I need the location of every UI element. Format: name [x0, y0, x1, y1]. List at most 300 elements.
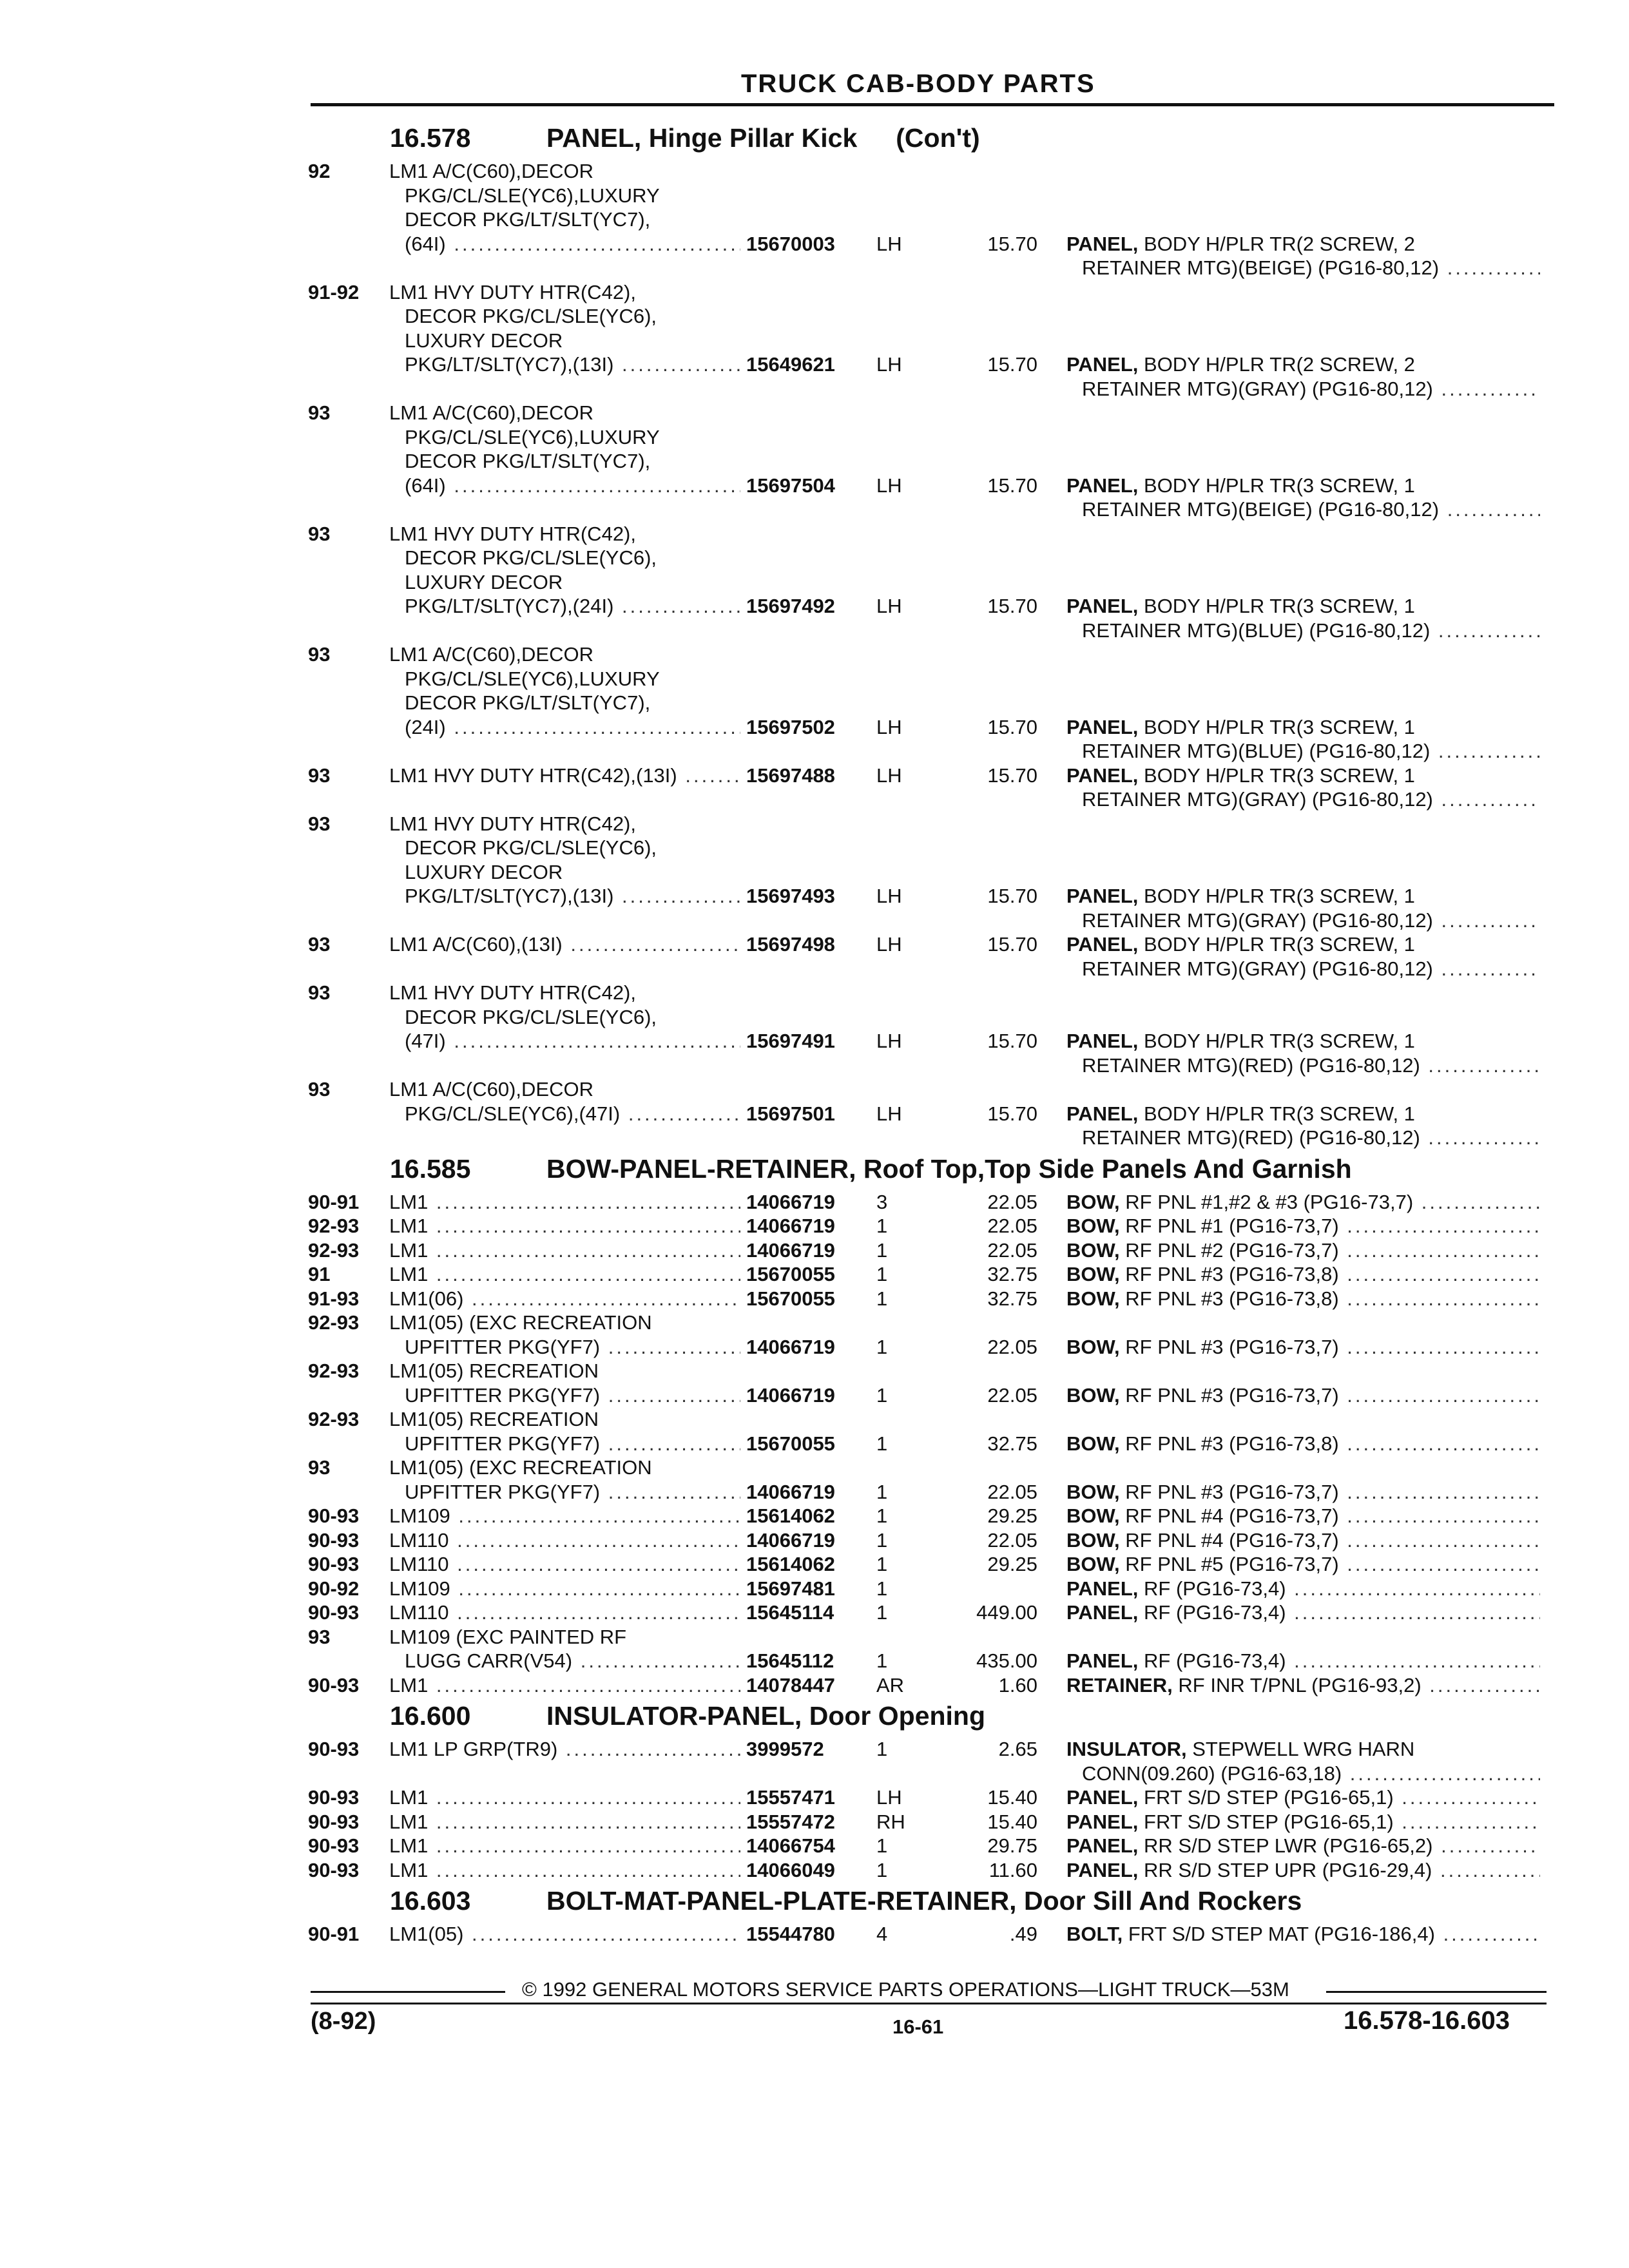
- quantity: 1: [876, 1432, 888, 1455]
- usage-line: LM110 .....: [389, 1528, 740, 1553]
- usage-line: LM1 HVY DUTY HTR(C42),: [389, 280, 636, 303]
- part-modifier: RR S/D STEP UPR (PG16-29,4): [1144, 1858, 1432, 1881]
- usage-description: [389, 1625, 740, 1673]
- usage-line: LM1 A/C(C60),DECOR: [389, 401, 593, 424]
- part-row: [0, 812, 1629, 933]
- part-noun: BOW,: [1066, 1383, 1120, 1407]
- usage-line: (64I) .....: [389, 474, 740, 498]
- part-description: [1066, 1383, 1540, 1408]
- price: 435.00: [976, 1649, 1037, 1672]
- part-description: [1066, 1262, 1540, 1287]
- part-description: [1066, 764, 1540, 812]
- part-description: [1066, 932, 1540, 981]
- usage-description: [389, 1238, 740, 1263]
- footer-rule-left: [311, 1991, 505, 1993]
- price: 22.05: [987, 1528, 1037, 1552]
- usage-line: LM110 .....: [389, 1600, 740, 1625]
- part-row: [0, 1407, 1629, 1456]
- part-description: [1066, 1528, 1540, 1553]
- part-description-line: [1066, 1737, 1540, 1762]
- part-modifier: RF PNL #1,#2 & #3 (PG16-73,7): [1125, 1190, 1414, 1213]
- price: 15.70: [987, 715, 1037, 738]
- part-row: [0, 1311, 1629, 1359]
- part-description-line: RETAINER MTG)(GRAY) (PG16-80,12) .....: [1066, 377, 1540, 401]
- model-year: 90-91: [308, 1923, 360, 1945]
- part-number: 14066719: [746, 1238, 835, 1262]
- quantity: 1: [876, 1383, 888, 1407]
- model-year: 90-93: [308, 1738, 360, 1760]
- part-number: 15670055: [746, 1432, 835, 1455]
- quantity: 1: [876, 1577, 888, 1600]
- model-year: 93: [308, 643, 331, 666]
- part-number: 14078447: [746, 1673, 835, 1696]
- part-description: [1066, 232, 1540, 280]
- part-description-line: [1066, 1810, 1540, 1834]
- part-modifier: RF (PG16-73,4): [1144, 1649, 1286, 1672]
- part-description: [1066, 1287, 1540, 1311]
- part-description-line: CONN(09.260) (PG16-63,18) .....: [1066, 1762, 1540, 1786]
- part-row: [0, 932, 1629, 981]
- usage-description: [389, 1673, 740, 1698]
- part-modifier: RR S/D STEP LWR (PG16-65,2): [1144, 1834, 1433, 1857]
- usage-description: [389, 642, 740, 739]
- part-description-line: RETAINER MTG)(GRAY) (PG16-80,12) .....: [1066, 908, 1540, 933]
- price: 32.75: [987, 1287, 1037, 1310]
- part-description: [1066, 1102, 1540, 1150]
- usage-description: [389, 1311, 740, 1359]
- usage-line: PKG/CL/SLE(YC6),LUXURY: [405, 425, 660, 448]
- part-description-line: [1066, 1577, 1540, 1601]
- quantity: 1: [876, 1480, 888, 1503]
- part-modifier: BODY H/PLR TR(3 SCREW, 1: [1144, 885, 1415, 907]
- part-modifier: BODY H/PLR TR(3 SCREW, 1: [1144, 764, 1415, 787]
- part-description-line: [1066, 1552, 1540, 1577]
- quantity: LH: [876, 715, 902, 738]
- part-description-line: [1066, 932, 1540, 957]
- usage-description: [389, 812, 740, 908]
- part-description: [1066, 1029, 1540, 1077]
- part-description: [1066, 1858, 1540, 1883]
- usage-line: LM1 HVY DUTY HTR(C42),: [389, 812, 636, 835]
- usage-description: [389, 1922, 740, 1946]
- price: 1.60: [998, 1673, 1037, 1696]
- quantity: RH: [876, 1810, 905, 1833]
- part-noun: BOW,: [1066, 1335, 1120, 1358]
- part-noun: BOW,: [1066, 1238, 1120, 1262]
- usage-line: (24I) .....: [389, 715, 740, 740]
- part-number: 15670003: [746, 232, 835, 255]
- part-modifier: BODY H/PLR TR(2 SCREW, 2: [1144, 353, 1415, 376]
- section-heading: [0, 1882, 1629, 1922]
- part-noun: BOW,: [1066, 1287, 1120, 1310]
- usage-line: LM1 HVY DUTY HTR(C42),: [389, 522, 636, 545]
- part-number: 15697481: [746, 1577, 835, 1600]
- quantity: 1: [876, 1553, 888, 1575]
- quantity: 1: [876, 1263, 888, 1285]
- quantity: 1: [876, 1287, 888, 1310]
- usage-line: LM1 A/C(C60),DECOR: [389, 643, 593, 666]
- usage-line: LM1(05) RECREATION: [389, 1408, 599, 1430]
- quantity: LH: [876, 1786, 902, 1809]
- part-description-line: [1066, 1600, 1540, 1625]
- part-description-line: RETAINER MTG)(RED) (PG16-80,12) .....: [1066, 1053, 1540, 1078]
- section-title: [546, 1886, 1302, 1916]
- part-number: 14066719: [746, 1215, 835, 1237]
- part-modifier: RF PNL #3 (PG16-73,8): [1125, 1287, 1339, 1310]
- part-description-line: [1066, 1858, 1540, 1883]
- part-description-line: RETAINER MTG)(RED) (PG16-80,12) .....: [1066, 1126, 1540, 1150]
- part-description: [1066, 474, 1540, 522]
- part-row: [0, 1858, 1629, 1883]
- usage-description: [389, 1214, 740, 1238]
- part-description-line: RETAINER MTG)(BLUE) (PG16-80,12) .....: [1066, 619, 1540, 643]
- usage-description: [389, 1407, 740, 1456]
- usage-line: LM1 A/C(C60),DECOR: [389, 1078, 593, 1100]
- part-row: [0, 1552, 1629, 1577]
- part-noun: PANEL,: [1066, 1030, 1139, 1052]
- part-modifier: BODY H/PLR TR(3 SCREW, 1: [1144, 474, 1415, 497]
- usage-line: LM1 .....: [389, 1858, 740, 1883]
- quantity: LH: [876, 474, 902, 497]
- footer-rule-right: [1326, 1991, 1547, 1993]
- usage-line: LM1(06) .....: [389, 1287, 740, 1311]
- price: 22.05: [987, 1215, 1037, 1237]
- part-description: [1066, 1649, 1540, 1673]
- part-description-line: [1066, 594, 1540, 619]
- part-row: [0, 1262, 1629, 1287]
- section-number: 16.603: [390, 1886, 471, 1916]
- section-heading: [0, 1697, 1629, 1737]
- usage-description: [389, 1785, 740, 1810]
- usage-line: LUXURY DECOR: [405, 329, 563, 352]
- usage-line: DECOR PKG/LT/SLT(YC7),: [405, 450, 651, 472]
- part-noun: BOW,: [1066, 1553, 1120, 1575]
- model-year: 92-93: [308, 1408, 360, 1430]
- model-year: 90-93: [308, 1504, 360, 1527]
- part-row: [0, 1577, 1629, 1601]
- part-row: [0, 1359, 1629, 1407]
- footer-copyright: © 1992 GENERAL MOTORS SERVICE PARTS OPERATIONS—LIGHT TRUCK—53M: [522, 1978, 1289, 2001]
- price: 29.75: [987, 1834, 1037, 1857]
- usage-line: (47I) .....: [389, 1029, 740, 1053]
- part-row: [0, 1238, 1629, 1263]
- part-number: 14066049: [746, 1858, 835, 1881]
- usage-line: LUXURY DECOR: [405, 570, 563, 593]
- part-modifier: RF PNL #2 (PG16-73,7): [1125, 1238, 1339, 1262]
- usage-line: DECOR PKG/CL/SLE(YC6),: [405, 305, 657, 327]
- model-year: 92-93: [308, 1215, 360, 1237]
- part-noun: PANEL,: [1066, 1577, 1139, 1600]
- part-modifier: RF PNL #4 (PG16-73,7): [1125, 1504, 1339, 1527]
- usage-description: [389, 1456, 740, 1504]
- section-title: [546, 1701, 985, 1731]
- model-year: 93: [308, 1456, 331, 1479]
- part-row: [0, 159, 1629, 280]
- price: 15.70: [987, 933, 1037, 956]
- part-description: [1066, 1552, 1540, 1577]
- section-title-text: BOLT-MAT-PANEL-PLATE-RETAINER, Door Sill And Rockers: [546, 1886, 1302, 1916]
- section-number: 16.600: [390, 1701, 471, 1731]
- price: 22.05: [987, 1480, 1037, 1503]
- part-modifier: BODY H/PLR TR(3 SCREW, 1: [1144, 715, 1415, 738]
- part-row: [0, 1077, 1629, 1150]
- usage-description: [389, 1810, 740, 1834]
- usage-description: [389, 522, 740, 619]
- part-description-line: [1066, 1504, 1540, 1528]
- model-year: 90-91: [308, 1190, 360, 1213]
- model-year: 93: [308, 522, 331, 545]
- part-description-line: [1066, 1673, 1540, 1698]
- price: 15.70: [987, 1102, 1037, 1125]
- usage-line: LM109 (EXC PAINTED RF: [389, 1625, 627, 1648]
- part-number: 15697488: [746, 764, 835, 787]
- part-description: [1066, 1238, 1540, 1263]
- price: 15.70: [987, 232, 1037, 255]
- part-description-line: [1066, 1834, 1540, 1858]
- model-year: 92-93: [308, 1360, 360, 1382]
- part-number: 14066719: [746, 1383, 835, 1407]
- part-number: 15697502: [746, 715, 835, 738]
- quantity: 1: [876, 1335, 888, 1358]
- section-title: [546, 1154, 1352, 1184]
- part-row: [0, 1456, 1629, 1504]
- part-description: [1066, 1810, 1540, 1834]
- price: 32.75: [987, 1263, 1037, 1285]
- quantity: AR: [876, 1673, 905, 1696]
- usage-line: LM1 HVY DUTY HTR(C42),: [389, 981, 636, 1004]
- price: 15.70: [987, 764, 1037, 787]
- section-title-text: INSULATOR-PANEL, Door Opening: [546, 1701, 986, 1731]
- quantity: LH: [876, 1102, 902, 1125]
- model-year: 93: [308, 764, 331, 787]
- price: 29.25: [987, 1553, 1037, 1575]
- part-number: 15697491: [746, 1030, 835, 1052]
- quantity: 1: [876, 1504, 888, 1527]
- part-modifier: RF PNL #1 (PG16-73,7): [1125, 1215, 1339, 1237]
- model-year: 93: [308, 812, 331, 835]
- part-description: [1066, 1922, 1540, 1946]
- usage-description: [389, 1600, 740, 1625]
- part-description-line: RETAINER MTG)(GRAY) (PG16-80,12) .....: [1066, 957, 1540, 981]
- part-noun: BOW,: [1066, 1190, 1120, 1213]
- usage-line: LUGG CARR(V54) .....: [389, 1649, 740, 1673]
- part-row: [0, 1190, 1629, 1215]
- model-year: 90-92: [308, 1577, 360, 1600]
- usage-line: (64I) .....: [389, 232, 740, 256]
- part-modifier: RF PNL #3 (PG16-73,8): [1125, 1263, 1339, 1285]
- part-noun: PANEL,: [1066, 1834, 1139, 1857]
- part-description: [1066, 1432, 1540, 1456]
- usage-description: [389, 981, 740, 1053]
- part-noun: PANEL,: [1066, 232, 1139, 255]
- part-noun: BOW,: [1066, 1263, 1120, 1285]
- model-year: 93: [308, 933, 331, 956]
- part-description: [1066, 1577, 1540, 1601]
- part-row: [0, 1834, 1629, 1858]
- usage-line: LM1 .....: [389, 1214, 740, 1238]
- price: 22.05: [987, 1383, 1037, 1407]
- quantity: LH: [876, 232, 902, 255]
- section-number: 16.578: [390, 123, 471, 153]
- part-description: [1066, 1504, 1540, 1528]
- model-year: 90-93: [308, 1810, 360, 1833]
- price: 29.25: [987, 1504, 1037, 1527]
- usage-description: [389, 1287, 740, 1311]
- part-description: [1066, 1834, 1540, 1858]
- part-noun: RETAINER,: [1066, 1673, 1173, 1696]
- price: 15.70: [987, 1030, 1037, 1052]
- part-number: 14066719: [746, 1335, 835, 1358]
- part-noun: PANEL,: [1066, 1858, 1139, 1881]
- model-year: 92-93: [308, 1238, 360, 1262]
- part-description-line: [1066, 764, 1540, 788]
- footer-page-number: 16-61: [892, 2015, 944, 2038]
- quantity: LH: [876, 1030, 902, 1052]
- usage-description: [389, 1262, 740, 1287]
- usage-description: [389, 1077, 740, 1126]
- usage-line: PKG/CL/SLE(YC6),LUXURY: [405, 667, 660, 690]
- part-modifier: RF PNL #3 (PG16-73,7): [1125, 1480, 1339, 1503]
- part-noun: PANEL,: [1066, 1649, 1139, 1672]
- part-description-line: [1066, 1480, 1540, 1504]
- part-row: [0, 522, 1629, 643]
- quantity: 4: [876, 1923, 888, 1945]
- header-rule: [311, 103, 1554, 106]
- part-modifier: BODY H/PLR TR(3 SCREW, 1: [1144, 595, 1415, 617]
- model-year: 90-93: [308, 1673, 360, 1696]
- part-noun: PANEL,: [1066, 933, 1139, 956]
- usage-line: PKG/LT/SLT(YC7),(13I) .....: [389, 352, 740, 377]
- part-description-line: [1066, 1922, 1540, 1946]
- part-modifier: BODY H/PLR TR(3 SCREW, 1: [1144, 1102, 1415, 1125]
- parts-listing: [0, 119, 1629, 1946]
- quantity: 1: [876, 1834, 888, 1857]
- usage-line: LM1 .....: [389, 1785, 740, 1810]
- section-title: [546, 123, 980, 153]
- part-description: [1066, 1480, 1540, 1504]
- part-modifier: BODY H/PLR TR(3 SCREW, 1: [1144, 933, 1415, 956]
- part-description-line: [1066, 1190, 1540, 1215]
- footer-section-range: 16.578-16.603: [1344, 2006, 1510, 2035]
- part-modifier: RF PNL #3 (PG16-73,8): [1125, 1432, 1339, 1455]
- part-noun: PANEL,: [1066, 1786, 1139, 1809]
- part-number: 15697493: [746, 885, 835, 907]
- usage-line: LM109 .....: [389, 1504, 740, 1528]
- part-description-line: RETAINER MTG)(BEIGE) (PG16-80,12) .....: [1066, 497, 1540, 522]
- model-year: 90-93: [308, 1528, 360, 1552]
- usage-line: UPFITTER PKG(YF7) .....: [389, 1383, 740, 1408]
- part-number: 15645114: [746, 1601, 834, 1624]
- part-description-line: [1066, 474, 1540, 498]
- usage-line: UPFITTER PKG(YF7) .....: [389, 1432, 740, 1456]
- quantity: 1: [876, 1238, 888, 1262]
- part-modifier: RF PNL #5 (PG16-73,7): [1125, 1553, 1339, 1575]
- usage-line: UPFITTER PKG(YF7) .....: [389, 1335, 740, 1360]
- part-modifier: RF (PG16-73,4): [1144, 1577, 1286, 1600]
- part-description-line: [1066, 1432, 1540, 1456]
- part-number: 15557472: [746, 1810, 835, 1833]
- usage-line: PKG/CL/SLE(YC6),LUXURY: [405, 184, 660, 207]
- part-description-line: [1066, 1649, 1540, 1673]
- usage-description: [389, 159, 740, 256]
- model-year: 91-92: [308, 280, 360, 303]
- part-number: 14066719: [746, 1190, 835, 1213]
- part-row: [0, 1785, 1629, 1810]
- price: 22.05: [987, 1190, 1037, 1213]
- usage-line: LM1 .....: [389, 1834, 740, 1858]
- part-noun: PANEL,: [1066, 353, 1139, 376]
- usage-line: LM1 .....: [389, 1238, 740, 1263]
- usage-line: PKG/LT/SLT(YC7),(13I) .....: [389, 884, 740, 908]
- quantity: LH: [876, 764, 902, 787]
- usage-description: [389, 1577, 740, 1601]
- usage-line: LM1 A/C(C60),(13I) .....: [389, 932, 740, 957]
- section-title-text: PANEL, Hinge Pillar Kick: [546, 123, 858, 153]
- part-description-line: [1066, 1287, 1540, 1311]
- part-description: [1066, 594, 1540, 642]
- part-description-line: [1066, 1238, 1540, 1263]
- part-modifier: RF PNL #4 (PG16-73,7): [1125, 1528, 1339, 1552]
- part-number: 15697504: [746, 474, 835, 497]
- part-row: [0, 981, 1629, 1077]
- part-number: 14066754: [746, 1834, 835, 1857]
- part-description-line: [1066, 1383, 1540, 1408]
- part-description-line: [1066, 1528, 1540, 1553]
- part-noun: BOW,: [1066, 1480, 1120, 1503]
- part-modifier: RF INR T/PNL (PG16-93,2): [1178, 1673, 1422, 1696]
- usage-line: DECOR PKG/LT/SLT(YC7),: [405, 208, 651, 231]
- part-noun: PANEL,: [1066, 885, 1139, 907]
- part-description-line: [1066, 1335, 1540, 1360]
- usage-line: LM110 .....: [389, 1552, 740, 1577]
- part-number: 3999572: [746, 1738, 824, 1760]
- part-noun: BOW,: [1066, 1528, 1120, 1552]
- part-row: [0, 401, 1629, 522]
- usage-description: [389, 1834, 740, 1858]
- price: 15.40: [987, 1810, 1037, 1833]
- price: 32.75: [987, 1432, 1037, 1455]
- quantity: 1: [876, 1738, 888, 1760]
- usage-line: DECOR PKG/CL/SLE(YC6),: [405, 1005, 657, 1028]
- quantity: LH: [876, 885, 902, 907]
- price: 22.05: [987, 1238, 1037, 1262]
- part-description-line: [1066, 352, 1540, 377]
- part-description: [1066, 1600, 1540, 1625]
- part-row: [0, 1214, 1629, 1238]
- usage-line: LUXURY DECOR: [405, 860, 563, 883]
- usage-description: [389, 764, 740, 788]
- part-row: [0, 1625, 1629, 1673]
- part-number: 15670055: [746, 1263, 835, 1285]
- model-year: 93: [308, 401, 331, 424]
- usage-line: UPFITTER PKG(YF7) .....: [389, 1480, 740, 1504]
- part-row: [0, 1528, 1629, 1553]
- part-number: 15697492: [746, 595, 835, 617]
- model-year: 91: [308, 1263, 331, 1285]
- part-row: [0, 1287, 1629, 1311]
- part-number: 15697501: [746, 1102, 835, 1125]
- part-description: [1066, 1190, 1540, 1215]
- part-row: [0, 1922, 1629, 1946]
- part-description-line: RETAINER MTG)(BEIGE) (PG16-80,12) .....: [1066, 256, 1540, 280]
- part-noun: PANEL,: [1066, 1102, 1139, 1125]
- part-description-line: RETAINER MTG)(GRAY) (PG16-80,12) .....: [1066, 787, 1540, 812]
- part-row: [0, 1810, 1629, 1834]
- part-number: 15645112: [746, 1649, 834, 1672]
- section-number: 16.585: [390, 1153, 471, 1184]
- part-number: 15649621: [746, 353, 835, 376]
- usage-line: PKG/LT/SLT(YC7),(24I) .....: [389, 594, 740, 619]
